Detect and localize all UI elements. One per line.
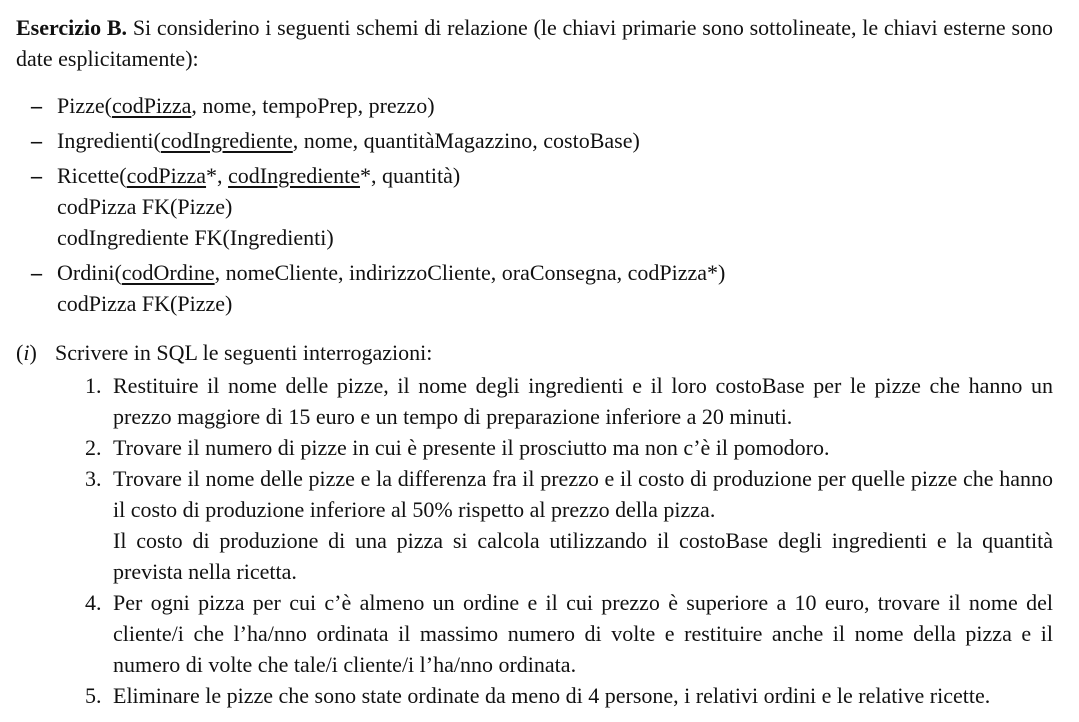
primary-key: codOrdine	[121, 260, 215, 285]
schema-attributes: , nome, tempoPrep, prezzo)	[191, 93, 435, 118]
schema-ordini	[16, 257, 1053, 319]
query-list	[55, 370, 1053, 711]
schema-separator: *,	[206, 163, 229, 188]
query-item	[55, 587, 1053, 680]
exercise-heading: Esercizio B.	[16, 15, 128, 40]
query-note: Il costo di produzione di una pizza si calcola utilizzando il costoBase degli ingredienti e la quantità prevista nella ricetta.	[113, 528, 1053, 584]
schema-attributes: , nome, quantitàMagazzino, costoBase)	[292, 128, 640, 153]
question-block	[16, 337, 1053, 711]
schema-attributes: , nomeCliente, indirizzoCliente, oraConsegna, codPizza*)	[214, 260, 726, 285]
foreign-key: codIngrediente FK(Ingredienti)	[57, 225, 334, 250]
query-text: Trovare il nome delle pizze e la differenza fra il prezzo e il costo di produzione per quelle pizze che hanno il costo di produzione inferiore al 50% rispetto al prezzo della pizza.	[113, 466, 1053, 522]
primary-key: codPizza	[111, 93, 192, 118]
query-item	[55, 680, 1053, 711]
query-text: Trovare il numero di pizze in cui è presente il prosciutto ma non c’è il pomodoro.	[113, 435, 830, 460]
schema-name: Pizze(	[57, 93, 112, 118]
primary-key: codIngrediente	[228, 163, 360, 188]
schema-name: Ingredienti(	[57, 128, 161, 153]
primary-key: codPizza	[126, 163, 207, 188]
foreign-key: codPizza FK(Pizze)	[57, 291, 233, 316]
list-dash: –	[31, 128, 42, 153]
schema-list	[16, 90, 1053, 319]
query-number: 1.	[85, 373, 102, 398]
question-label	[16, 337, 37, 368]
query-text: Eliminare le pizze che sono state ordinate da meno di 4 persone, i relativi ordini e le relative ricette.	[113, 683, 991, 708]
question-text: Scrivere in SQL le seguenti interrogazioni:	[55, 340, 433, 365]
query-text: Restituire il nome delle pizze, il nome degli ingredienti e il loro costoBase per le pizze che hanno un prezzo maggiore di 15 euro e un tempo di preparazione inferiore a 20 minuti.	[113, 373, 1053, 429]
query-number: 3.	[85, 466, 102, 491]
list-dash: –	[31, 163, 42, 188]
query-text: Per ogni pizza per cui c’è almeno un ordine e il cui prezzo è superiore a 10 euro, trovare il nome del cliente/i che l’ha/nno ordinata il massimo numero di volte e restituire anche il nome della pizza e il numero di volte che tale/i cliente/i l’ha/nno ordinata.	[113, 590, 1053, 677]
schema-ricette	[16, 160, 1053, 253]
label-open: (	[16, 340, 24, 365]
query-number: 5.	[85, 683, 102, 708]
foreign-key: codPizza FK(Pizze)	[57, 194, 233, 219]
query-item	[55, 463, 1053, 587]
list-dash: –	[31, 93, 42, 118]
list-dash: –	[31, 260, 42, 285]
primary-key: codIngrediente	[160, 128, 293, 153]
query-number: 4.	[85, 590, 102, 615]
label-close: )	[29, 340, 37, 365]
schema-name: Ricette(	[57, 163, 127, 188]
exercise-intro	[16, 12, 1053, 74]
schema-pizze	[16, 90, 1053, 121]
label-roman: i	[23, 340, 30, 365]
schema-name: Ordini(	[57, 260, 122, 285]
query-item	[55, 370, 1053, 432]
schema-ingredienti	[16, 125, 1053, 156]
intro-text: Si considerino i seguenti schemi di relazione (le chiavi primarie sono sottolineate, le chiavi esterne sono date esplicitamente):	[16, 15, 1054, 71]
schema-attributes: *, quantità)	[359, 163, 461, 188]
query-item	[55, 432, 1053, 463]
query-number: 2.	[85, 435, 102, 460]
